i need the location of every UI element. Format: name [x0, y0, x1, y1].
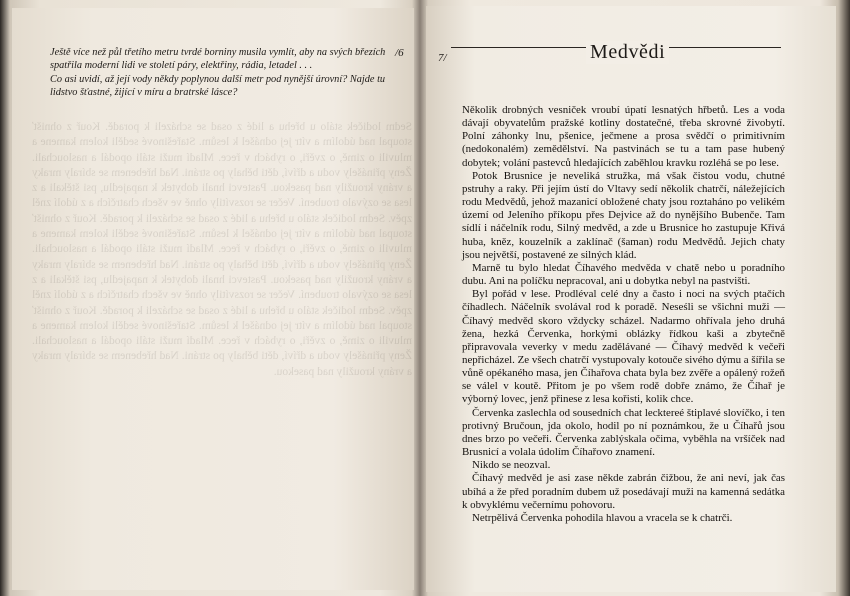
body-paragraph: Byl pořád v lese. Prodléval celé dny a často i noci na svých ptačích číhadlech. Náčelník svolával rod k poradě. Neseśli se všichni muži — Číhavý medvěd skoro vždycky scházel. Nadarmo ohřívala jeho druhá žena, hezká Červenka, horkými oblázky řídkou kaši a zbytečně připravovala veverky v medu zadělávané — Číhavý medvěd k večeři nepřicházel. Ze všech chatrčí vystupovaly kotouče sivého dýmu a šířila se vůně opékaného masa, jen Číhařova chata byla bez zvěře a opálený rožeň se válel v koutě. Přitom je po všem rodě dobře známo, že Číhař je výborný lovec, jenž přinese z lesa kořisti, kolik chce.	[462, 288, 785, 406]
body-paragraph: Číhavý medvěd je asi zase někde zabrán čižbou, že ani neví, jak čas ubíhá a že před poradním dubem už posedávají muži na kamenná sedátka k obvyklému večernímu pohovoru.	[462, 472, 785, 511]
chapter-body	[462, 104, 785, 525]
body-paragraph: Netrpělivá Červenka pohodila hlavou a vracela se k chatrči.	[472, 511, 733, 524]
right-page-number: 7/	[438, 52, 447, 64]
body-paragraph: Nikdo se neozval.	[472, 459, 551, 472]
show-through-text: Sedm lodiček stálo u břehu a lidé z osad se scházeli k poradě. Kouř z ohnišť stoupal nad údolím a vítr jej odnášel k lesům. Stařešinové seděli kolem kamene a mluvili o zimě, o zvěři, o rybách v řece. Mladí muži stáli opodál a naslouchali. Ženy přinášely vodu a dříví, děti běhaly po stráni. Nad hřebenem se sbíraly mraky a vrány kroužily nad pasekou. Pastevci hnali dobytek k napajedlu, psi štěkali a z lesa se ozývalo troubení. Večer se rozsvítily ohně ve všech chatrčích a z údolí zněl zpěv. Sedm lodiček stálo u břehu a lidé z osad se scházeli k poradě. Kouř z ohnišť stoupal nad údolím a vítr jej odnášel k lesům. Stařešinové seděli kolem kamene a mluvili o zimě, o zvěři, o rybách v řece. Mladí muži stáli opodál a naslouchali. Ženy přinášely vodu a dříví, děti běhaly po stráni. Nad hřebenem se sbíraly mraky a vrány kroužily nad pasekou. Pastevci hnali dobytek k napajedlu, psi štěkali a z lesa se ozývalo troubení. Večer se rozsvítily ohně ve všech chatrčích a z údolí zněl zpěv. Sedm lodiček stálo u břehu a lidé z osad se scházeli k poradě. Kouř z ohnišť stoupal nad údolím a vítr jej odnášel k lesům. Stařešinové seděli kolem kamene a mluvili o zimě, o zvěři, o rybách v řece. Mladí muži stáli opodál a naslouchali. Ženy přinášely vodu a dříví, děti běhaly po stráni. Nad hřebenem se sbíraly mraky a vrány kroužily nad pasekou.	[32, 121, 412, 378]
body-paragraph: Marně tu bylo hledat Číhavého medvěda v chatě nebo u poradního dubu. Ani na políčku nepracoval, ani u dobytka nebyl na pastvišti.	[462, 261, 785, 288]
epigraph	[50, 47, 390, 100]
body-paragraph: Potok Brusnice je neveliká stružka, má však čistou vodu, chutné pstruhy a raky. Při jejím ústí do Vltavy sedí několik chatrčí, náležejících rodu Medvědů, jehož mazanicí obložené chaty jsou roztaháno po velikém území od Jeleního příkopu přes Dejvice až do nynějšího Bubenče. Tam sídlí i náčelník rodu, Silný medvěd, a zde u Brusnice ho zastupuje Křivá huba, kněz, kouzelník a zaklínač (šaman) rodu Medvědů. Jejich chaty jsou největší, postavené ze silných klád.	[462, 169, 785, 261]
epigraph-paragraph: Co asi uvidí, až její vody někdy poplynou další metr pod nynější úrovní? Najde tu lidstvo šťastné, žijící v míru a bratrské lásce?	[50, 73, 386, 98]
left-page-number: /6	[395, 47, 404, 59]
chapter-title: Medvědi	[586, 41, 669, 64]
epigraph-paragraph: Ještě více než půl třetího metru tvrdé borniny musila vymlít, aby na svých březích spatřila moderní lidi ve století páry, elektřiny, rádia, letadel . . .	[50, 47, 386, 71]
body-paragraph: Červenka zaslechla od sousedních chat lecktereé štiplavé slovíčko, i ten protivný Bručoun, jda okolo, hodil po ní poznámkou, že u Číhařů jsou dnes brzo po večeři. Červenka zablýskala očima, vyběhla na vršíček nad Brusnicí a volala údolím Číhařovo znamení.	[462, 406, 785, 459]
right-page-number-value: 7	[438, 52, 444, 64]
body-paragraph: Několik drobných vesniček vroubí úpatí lesnatých hřbetů. Les a voda dávají obyvatelům pražské kotliny dostatečné, třeba skrovné živobytí. Polní záhonky lnu, pšenice, ječmene a prosa svědčí o primitivním (nedokonalém) zemědělství. Na pastvinách se tu a tam pase hubený dobytek; volání pastevců hledajících zaběhlou kravku rozléhá se po lese.	[462, 104, 785, 169]
left-page-number-value: 6	[398, 47, 404, 59]
